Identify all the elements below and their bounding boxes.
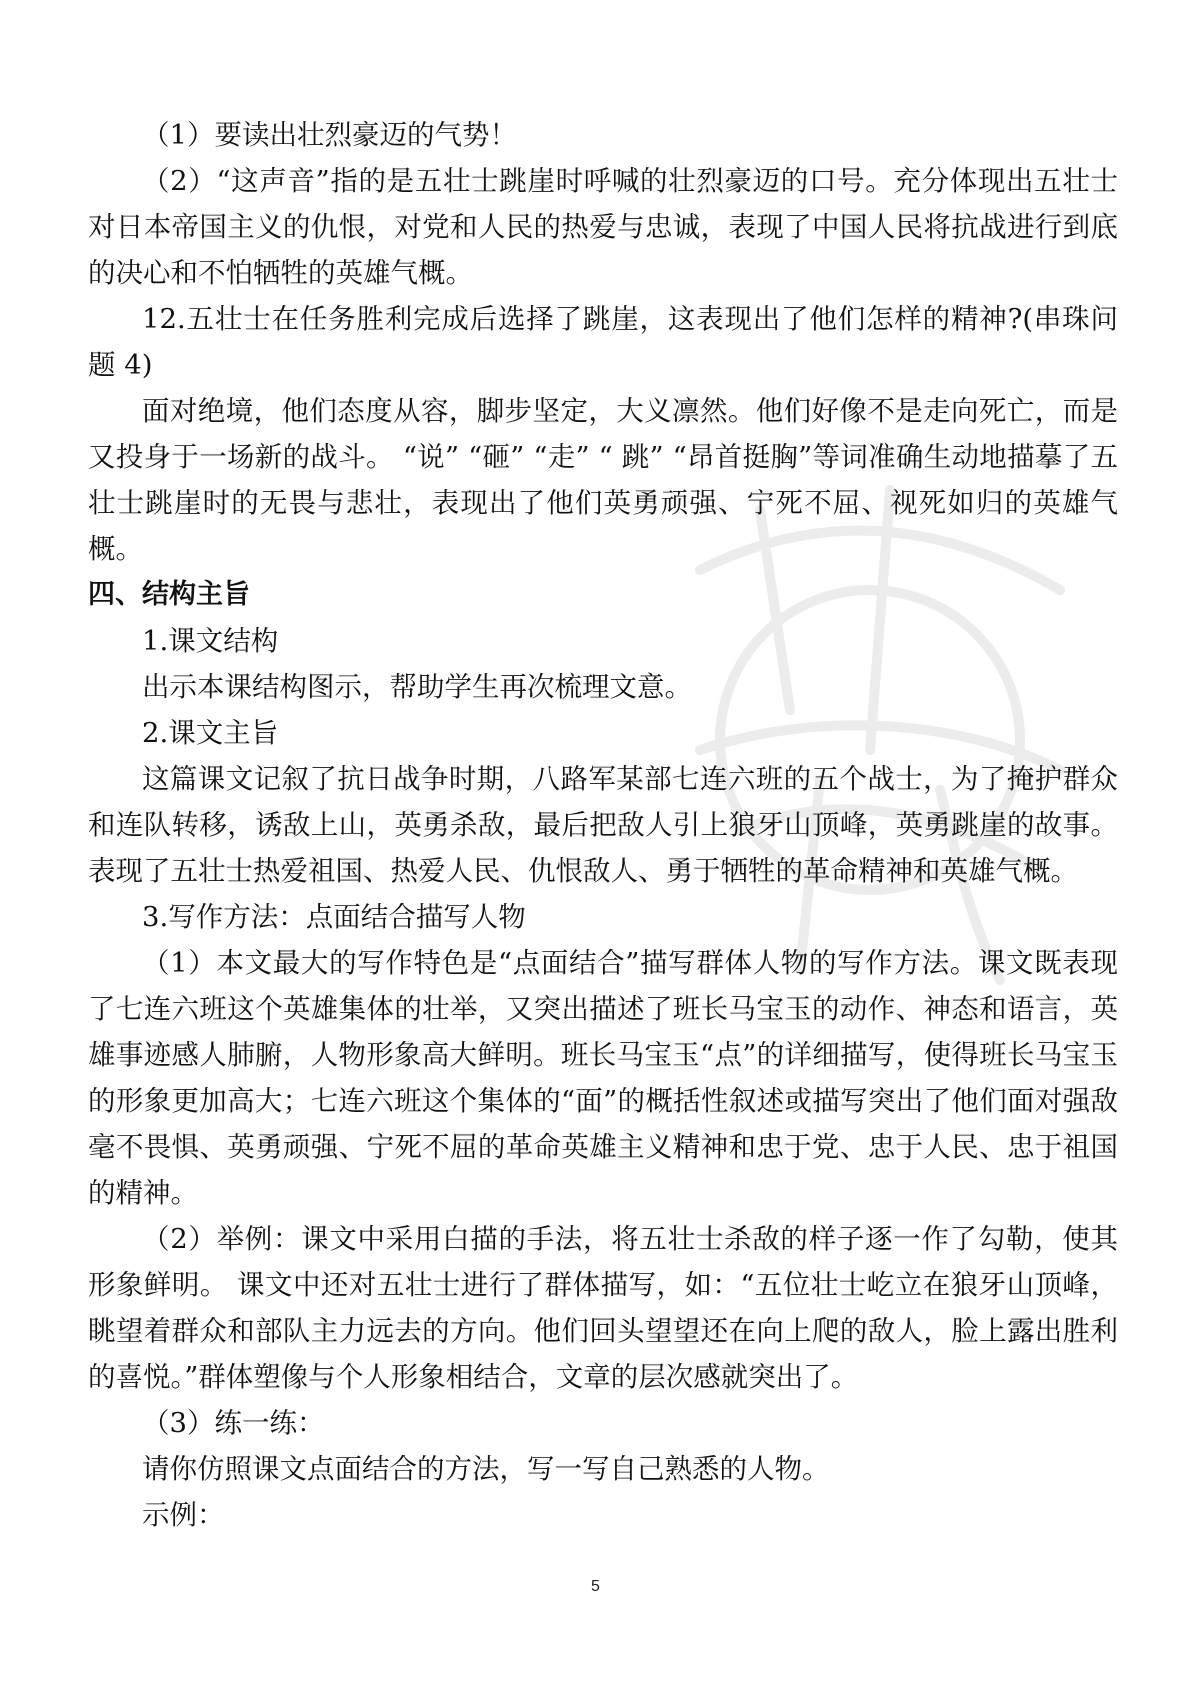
- subheading-theme: 2.课文主旨: [142, 717, 279, 749]
- subheading-structure: 1.课文结构: [142, 625, 279, 657]
- question-12: 12.五壮士在任务胜利完成后选择了跳崖，这表现出了他们怎样的精神?(串珠问题 4): [88, 303, 1118, 381]
- answer-paragraph-12: 面对绝境，他们态度从容，脚步坚定，大义凛然。他们好像不是走向死亡，而是又投身于一场新的战斗。 “说” “砸” “走” “ 跳” “昂首挺胸”等词准确生动地描摹了五壮士跳崖时的无畏与悲壮，表现出了他们英勇顽强、宁死不屈、视死如归的英雄气概。: [88, 395, 1118, 565]
- section-heading: 四、结构主旨: [88, 579, 250, 610]
- answer-paragraph-2: （2）“这声音”指的是五壮士跳崖时呼喊的壮烈豪迈的口号。充分体现出五壮士对日本帝国主义的仇恨，对党和人民的热爱与忠诚，表现了中国人民将抗战进行到底的决心和不怕牺牲的英雄气概。: [88, 165, 1118, 289]
- theme-paragraph: 这篇课文记叙了抗日战争时期，八路军某部七连六班的五个战士，为了掩护群众和连队转移，诱敌上山，英勇杀敌，最后把敌人引上狼牙山顶峰，英勇跳崖的故事。表现了五壮士热爱祖国、热爱人民、仇恨敌人、勇于牺牲的革命精神和英雄气概。: [88, 763, 1118, 887]
- document-body: [88, 112, 1118, 1538]
- example-label: 示例：: [142, 1499, 225, 1531]
- exercise-prompt: 请你仿照课文点面结合的方法，写一写自己熟悉的人物。: [142, 1453, 830, 1485]
- structure-paragraph: 出示本课结构图示，帮助学生再次梳理文意。: [142, 671, 692, 703]
- exercise-label: （3）练一练：: [142, 1407, 325, 1439]
- answer-paragraph-1: （1）要读出壮烈豪迈的气势！: [142, 119, 517, 151]
- method-paragraph-2: （2）举例：课文中采用白描的手法，将五壮士杀敌的样子逐一作了勾勒，使其形象鲜明。 课文中还对五壮士进行了群体描写，如：“五位壮士屹立在狼牙山顶峰，眺望着群众和部队主力远去的方向。他们回头望望还在向上爬的敌人，脸上露出胜利的喜悦。”群体塑像与个人形象相结合，文章的层次感就突出了。: [88, 1223, 1118, 1393]
- subheading-writing-method: 3.写作方法：点面结合描写人物: [142, 901, 526, 933]
- method-paragraph-1: （1）本文最大的写作特色是“点面结合”描写群体人物的写作方法。课文既表现了七连六班这个英雄集体的壮举，又突出描述了班长马宝玉的动作、神态和语言，英雄事迹感人肺腑，人物形象高大鲜明。班长马宝玉“点”的详细描写，使得班长马宝玉的形象更加高大；七连六班这个集体的“面”的概括性叙述或描写突出了他们面对强敌毫不畏惧、英勇顽强、宁死不屈的革命英雄主义精神和忠于党、忠于人民、忠于祖国的精神。: [88, 947, 1118, 1209]
- page-number: 5: [591, 1578, 600, 1595]
